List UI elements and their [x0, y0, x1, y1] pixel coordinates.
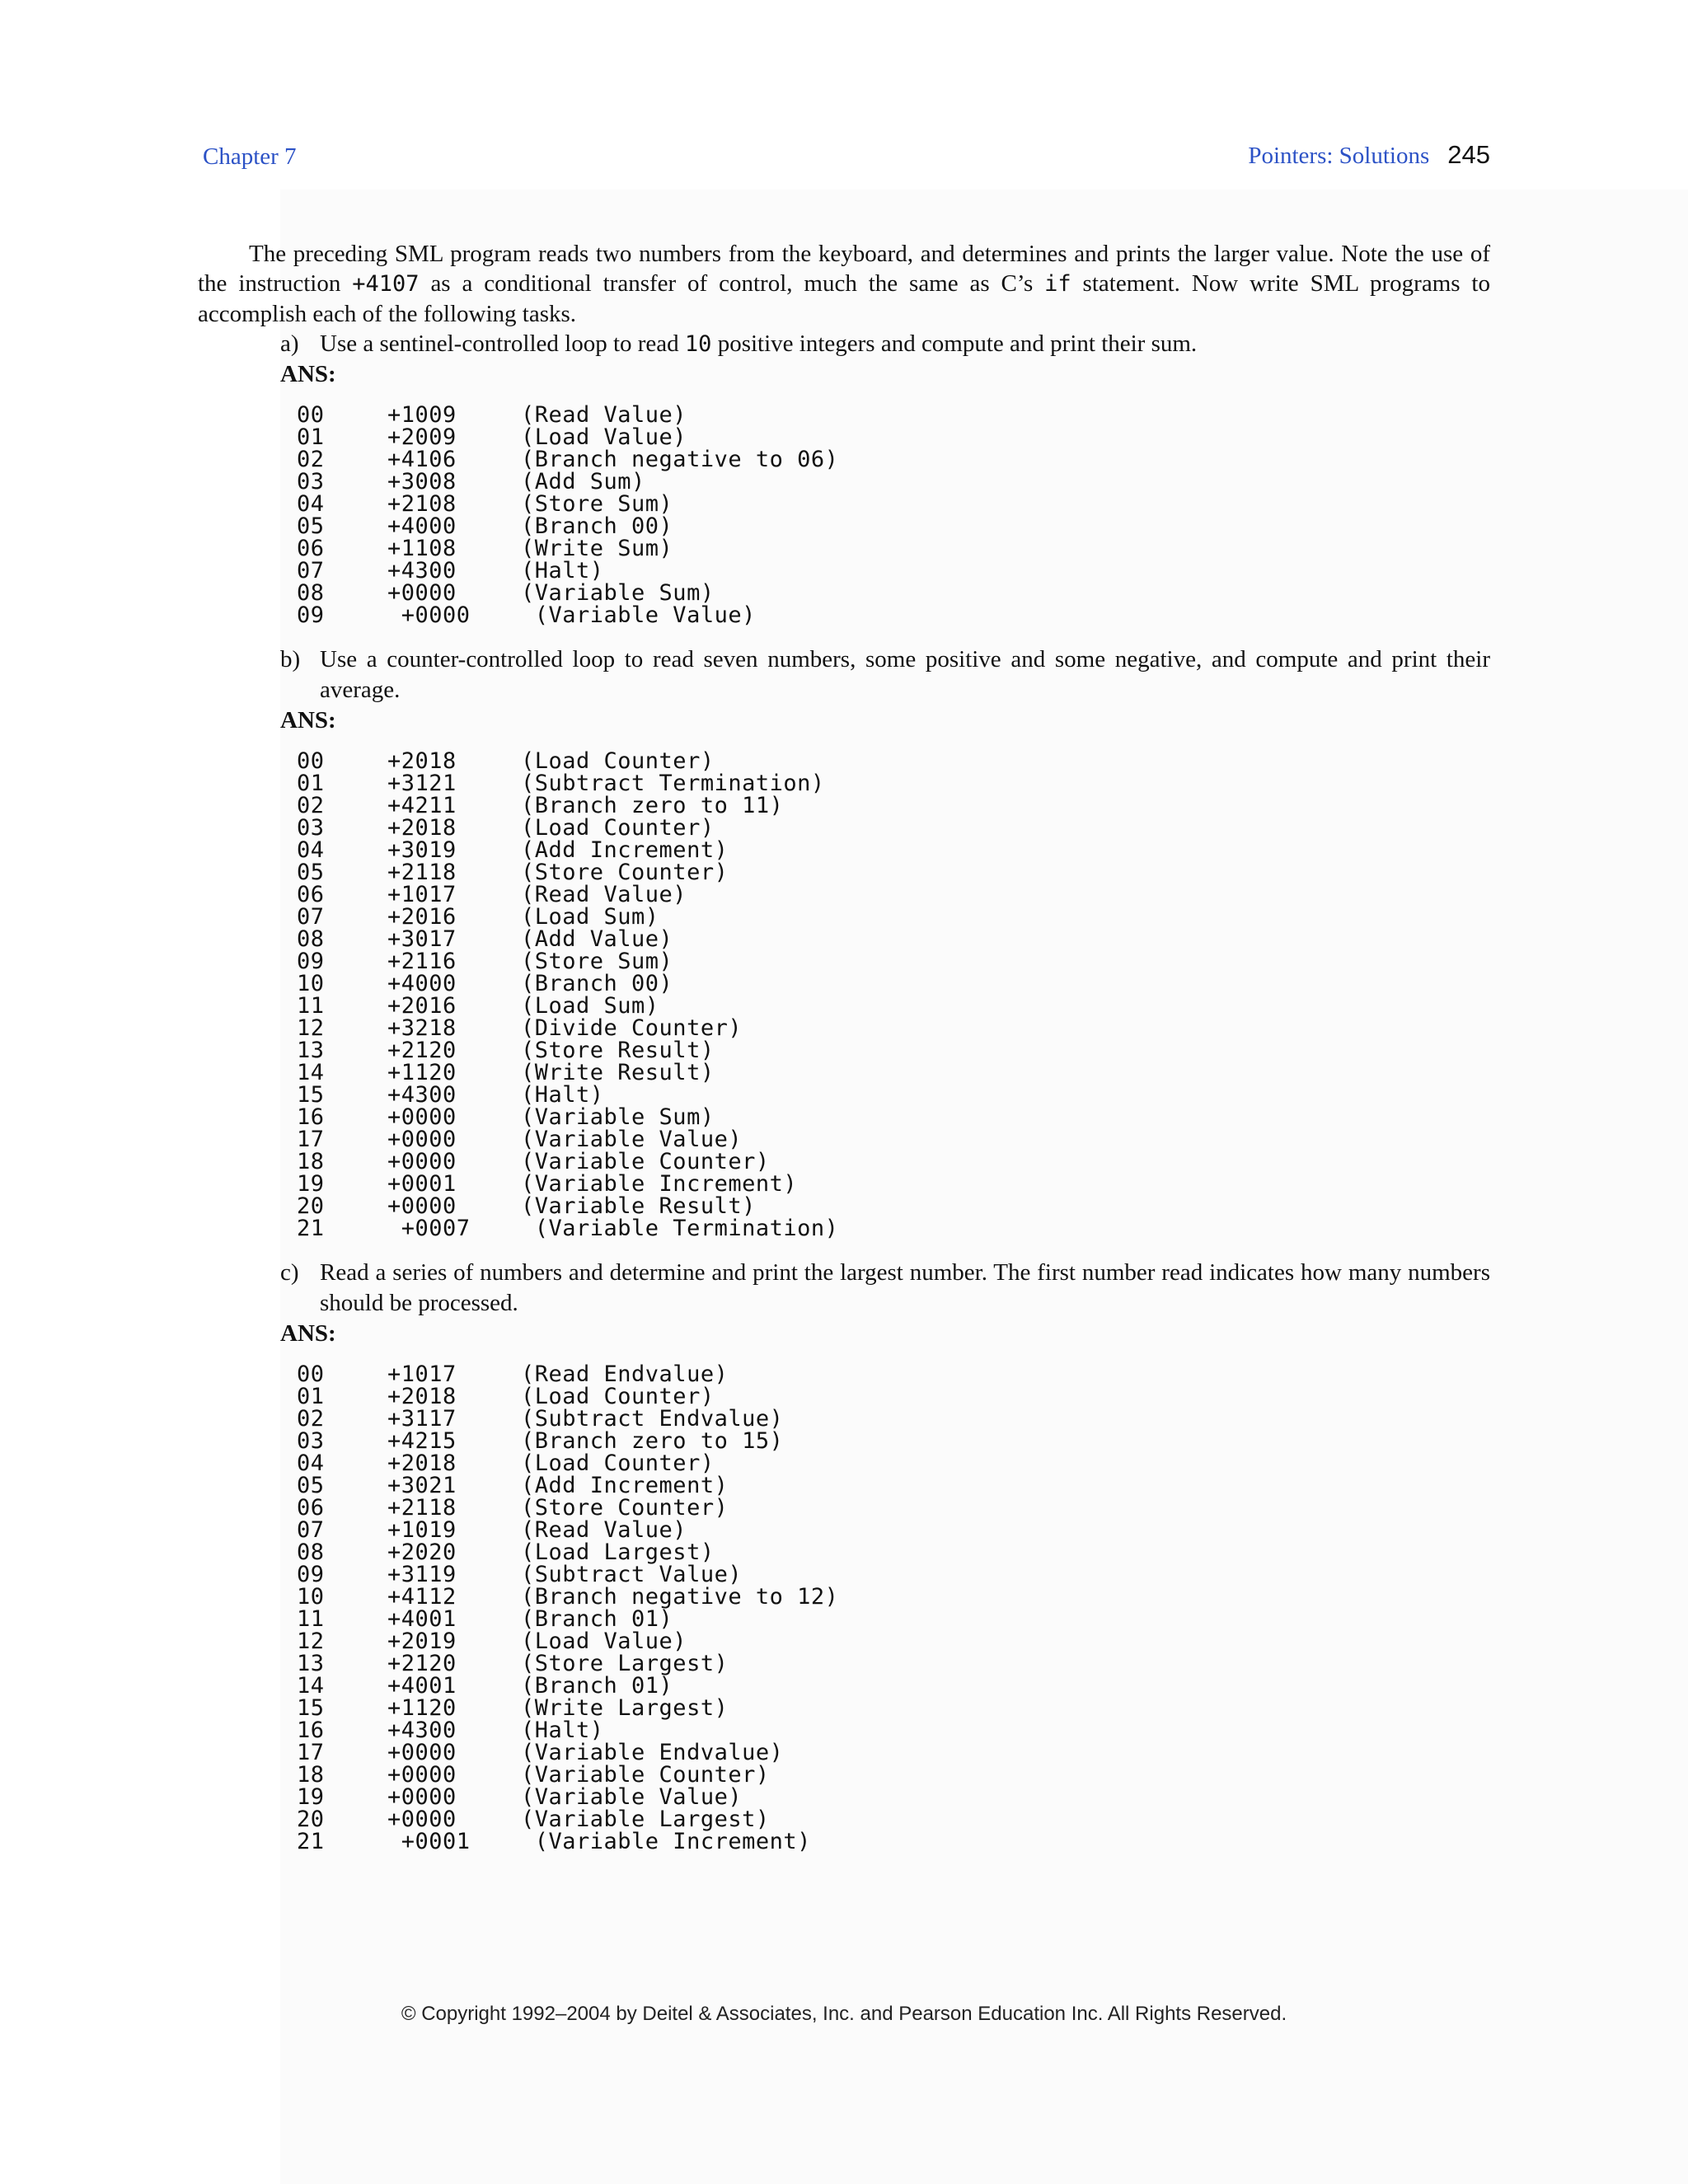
memory-address: 07 — [297, 904, 325, 930]
instruction-comment: (Load Counter) — [521, 1384, 715, 1409]
memory-address: 09 — [297, 602, 325, 628]
sml-instruction: +2116 — [387, 949, 457, 974]
code-line — [297, 1608, 1490, 1630]
instruction-comment: (Branch 00) — [521, 513, 673, 539]
memory-address: 04 — [297, 1451, 325, 1476]
instruction-comment: (Branch negative to 12) — [521, 1584, 839, 1610]
memory-address: 19 — [297, 1171, 325, 1197]
memory-address: 10 — [297, 971, 325, 996]
instruction-comment: (Read Value) — [521, 882, 687, 907]
sml-instruction: +4000 — [387, 971, 457, 996]
running-header — [203, 140, 1490, 181]
code-line — [297, 950, 1490, 972]
instruction-comment: (Add Value) — [521, 926, 673, 952]
code-line — [297, 1039, 1490, 1062]
instruction-comment: (Variable Sum) — [521, 1104, 715, 1130]
sml-instruction: +4211 — [387, 793, 457, 818]
memory-address: 17 — [297, 1740, 325, 1765]
code-line — [297, 1719, 1490, 1741]
instruction-comment: (Load Counter) — [521, 1451, 715, 1476]
memory-address: 10 — [297, 1584, 325, 1610]
code-line — [297, 426, 1490, 448]
code-line — [297, 1497, 1490, 1519]
sml-instruction: +4112 — [387, 1584, 457, 1610]
instruction-comment: (Load Counter) — [521, 748, 715, 774]
memory-address: 03 — [297, 815, 325, 841]
task-label: b) — [280, 646, 301, 673]
instruction-comment: (Read Endvalue) — [521, 1361, 729, 1387]
instruction-comment: (Variable Increment) — [521, 1829, 811, 1854]
sml-instruction: +0000 — [387, 580, 457, 606]
code-line — [297, 1474, 1490, 1497]
chapter-label: Chapter 7 — [203, 143, 297, 170]
instruction-comment: (Branch negative to 06) — [521, 447, 839, 472]
sml-instruction: +4300 — [387, 558, 457, 583]
sml-instruction: +0000 — [387, 1807, 457, 1832]
sml-instruction: +3017 — [387, 926, 457, 952]
sml-instruction: +0000 — [387, 602, 471, 628]
instruction-comment: (Write Sum) — [521, 536, 673, 561]
task-text-end: positive integers and compute and print their sum. — [711, 330, 1198, 357]
instruction-comment: (Branch 01) — [521, 1606, 673, 1632]
code-line — [297, 772, 1490, 794]
memory-address: 01 — [297, 1384, 325, 1409]
code-line — [297, 1452, 1490, 1474]
sml-program-listing — [297, 750, 1490, 1240]
sml-instruction: +2118 — [387, 860, 457, 885]
code-line — [297, 1195, 1490, 1217]
intro-text-3: statement. Now write SML programs to accomplish each of the following tasks. — [198, 270, 1490, 327]
instruction-comment: (Halt) — [521, 1718, 604, 1743]
code-line — [297, 1173, 1490, 1195]
memory-address: 21 — [297, 1216, 325, 1241]
sml-instruction: +2019 — [387, 1629, 457, 1654]
sml-instruction: +2018 — [387, 1384, 457, 1409]
memory-address: 04 — [297, 837, 325, 863]
code-line — [297, 839, 1490, 861]
sml-instruction: +3117 — [387, 1406, 457, 1432]
sml-instruction: +2018 — [387, 1451, 457, 1476]
task-item — [280, 329, 1490, 626]
instruction-comment: (Add Increment) — [521, 837, 729, 863]
sml-instruction: +1017 — [387, 1361, 457, 1387]
instruction-comment: (Variable Counter) — [521, 1149, 770, 1174]
memory-address: 08 — [297, 580, 325, 606]
sml-instruction: +0007 — [387, 1216, 471, 1241]
sml-instruction: +2016 — [387, 993, 457, 1019]
memory-address: 16 — [297, 1718, 325, 1743]
intro-text-1: The preceding SML program reads two numbers from the keyboard, and determines and prints the larger value. Note the use of the instruction — [198, 241, 1490, 297]
instruction-comment: (Load Largest) — [521, 1540, 715, 1565]
task-item — [280, 644, 1490, 1240]
running-title — [1248, 140, 1490, 170]
sml-instruction: +0000 — [387, 1740, 457, 1765]
task-description — [280, 329, 1490, 359]
code-line — [297, 972, 1490, 995]
instruction-comment: (Read Value) — [521, 402, 687, 428]
memory-address: 15 — [297, 1695, 325, 1721]
page-number: 245 — [1447, 140, 1490, 169]
sml-instruction: +3019 — [387, 837, 457, 863]
instruction-comment: (Variable Termination) — [521, 1216, 839, 1241]
code-line — [297, 1363, 1490, 1385]
sml-instruction: +2009 — [387, 424, 457, 450]
instruction-comment: (Store Result) — [521, 1038, 715, 1063]
task-label: a) — [280, 330, 299, 357]
code-line — [297, 1764, 1490, 1786]
section-title: Pointers: Solutions — [1248, 143, 1430, 169]
code-line — [297, 1808, 1490, 1830]
sml-instruction: +2018 — [387, 748, 457, 774]
instruction-comment: (Store Sum) — [521, 491, 673, 517]
intro-code-if: if — [1044, 271, 1071, 297]
memory-address: 18 — [297, 1762, 325, 1788]
instruction-comment: (Variable Result) — [521, 1193, 756, 1219]
task-list — [198, 329, 1490, 1853]
memory-address: 03 — [297, 469, 325, 494]
memory-address: 01 — [297, 771, 325, 796]
sml-instruction: +0001 — [387, 1829, 471, 1854]
code-line — [297, 1106, 1490, 1128]
memory-address: 09 — [297, 1562, 325, 1587]
code-line — [297, 471, 1490, 493]
memory-address: 17 — [297, 1127, 325, 1152]
code-line — [297, 1786, 1490, 1808]
memory-address: 07 — [297, 1517, 325, 1543]
memory-address: 00 — [297, 1361, 325, 1387]
instruction-comment: (Write Result) — [521, 1060, 715, 1085]
instruction-comment: (Add Sum) — [521, 469, 645, 494]
instruction-comment: (Divide Counter) — [521, 1015, 743, 1041]
memory-address: 06 — [297, 882, 325, 907]
code-line — [297, 404, 1490, 426]
memory-address: 12 — [297, 1015, 325, 1041]
code-line — [297, 928, 1490, 950]
sml-instruction: +4001 — [387, 1606, 457, 1632]
memory-address: 08 — [297, 1540, 325, 1565]
instruction-comment: (Add Increment) — [521, 1473, 729, 1498]
sml-instruction: +0000 — [387, 1127, 457, 1152]
sml-instruction: +2120 — [387, 1038, 457, 1063]
instruction-comment: (Branch 00) — [521, 971, 673, 996]
code-line — [297, 1084, 1490, 1106]
memory-address: 07 — [297, 558, 325, 583]
code-line — [297, 448, 1490, 471]
sml-instruction: +1009 — [387, 402, 457, 428]
sml-instruction: +3119 — [387, 1562, 457, 1587]
sml-instruction: +2016 — [387, 904, 457, 930]
sml-instruction: +1108 — [387, 536, 457, 561]
instruction-comment: (Store Largest) — [521, 1651, 729, 1676]
code-line — [297, 1541, 1490, 1563]
memory-address: 05 — [297, 513, 325, 539]
instruction-comment: (Variable Value) — [521, 1127, 743, 1152]
answer-label: ANS: — [280, 1320, 336, 1347]
code-line — [297, 1519, 1490, 1541]
code-line — [297, 537, 1490, 560]
memory-address: 11 — [297, 1606, 325, 1632]
sml-instruction: +1019 — [387, 1517, 457, 1543]
page-content — [198, 239, 1490, 1871]
code-line — [297, 883, 1490, 906]
task-text: Use a sentinel-controlled loop to read — [320, 330, 685, 357]
code-line — [297, 906, 1490, 928]
code-line — [297, 493, 1490, 515]
code-line — [297, 582, 1490, 604]
memory-address: 02 — [297, 793, 325, 818]
instruction-comment: (Branch zero to 11) — [521, 793, 784, 818]
instruction-comment: (Store Counter) — [521, 1495, 729, 1521]
memory-address: 18 — [297, 1149, 325, 1174]
sml-instruction: +0000 — [387, 1149, 457, 1174]
instruction-comment: (Load Value) — [521, 1629, 687, 1654]
memory-address: 00 — [297, 748, 325, 774]
memory-address: 16 — [297, 1104, 325, 1130]
intro-paragraph — [198, 239, 1490, 329]
sml-instruction: +3008 — [387, 469, 457, 494]
instruction-comment: (Branch 01) — [521, 1673, 673, 1699]
instruction-comment: (Halt) — [521, 1082, 604, 1108]
sml-instruction: +1120 — [387, 1060, 457, 1085]
task-code: 10 — [684, 331, 712, 357]
instruction-comment: (Variable Largest) — [521, 1807, 770, 1832]
code-line — [297, 1217, 1490, 1240]
instruction-comment: (Variable Endvalue) — [521, 1740, 784, 1765]
instruction-comment: (Store Counter) — [521, 860, 729, 885]
task-text: Read a series of numbers and determine and print the largest number. The first number read indicates how many numbers should be processed. — [320, 1259, 1490, 1316]
instruction-comment: (Load Sum) — [521, 993, 659, 1019]
memory-address: 20 — [297, 1807, 325, 1832]
code-line — [297, 1128, 1490, 1151]
instruction-comment: (Write Largest) — [521, 1695, 729, 1721]
instruction-comment: (Subtract Termination) — [521, 771, 825, 796]
code-line — [297, 515, 1490, 537]
sml-instruction: +3218 — [387, 1015, 457, 1041]
instruction-comment: (Store Sum) — [521, 949, 673, 974]
memory-address: 11 — [297, 993, 325, 1019]
instruction-comment: (Read Value) — [521, 1517, 687, 1543]
instruction-comment: (Variable Increment) — [521, 1171, 798, 1197]
memory-address: 06 — [297, 1495, 325, 1521]
code-line — [297, 1062, 1490, 1084]
memory-address: 02 — [297, 447, 325, 472]
sml-instruction: +4215 — [387, 1428, 457, 1454]
sml-instruction: +1120 — [387, 1695, 457, 1721]
instruction-comment: (Variable Value) — [521, 602, 756, 628]
code-line — [297, 861, 1490, 883]
code-line — [297, 1830, 1490, 1853]
memory-address: 05 — [297, 1473, 325, 1498]
code-line — [297, 1430, 1490, 1452]
instruction-comment: (Subtract Endvalue) — [521, 1406, 784, 1432]
sml-instruction: +3121 — [387, 771, 457, 796]
memory-address: 14 — [297, 1060, 325, 1085]
memory-address: 13 — [297, 1038, 325, 1063]
memory-address: 14 — [297, 1673, 325, 1699]
memory-address: 05 — [297, 860, 325, 885]
sml-instruction: +0000 — [387, 1784, 457, 1810]
code-line — [297, 1675, 1490, 1697]
sml-instruction: +4300 — [387, 1718, 457, 1743]
sml-instruction: +2118 — [387, 1495, 457, 1521]
code-line — [297, 1652, 1490, 1675]
intro-text-2: as a conditional transfer of control, much the same as C’s — [419, 270, 1045, 297]
sml-instruction: +4106 — [387, 447, 457, 472]
sml-program-listing — [297, 1363, 1490, 1853]
sml-instruction: +4001 — [387, 1673, 457, 1699]
code-line — [297, 1017, 1490, 1039]
task-text: Use a counter-controlled loop to read seven numbers, some positive and some negative, and compute and print their average. — [320, 646, 1490, 703]
sml-instruction: +0000 — [387, 1193, 457, 1219]
task-item — [280, 1258, 1490, 1853]
task-label: c) — [280, 1259, 299, 1286]
code-line — [297, 1151, 1490, 1173]
memory-address: 19 — [297, 1784, 325, 1810]
code-line — [297, 1408, 1490, 1430]
sml-instruction: +0000 — [387, 1104, 457, 1130]
code-line — [297, 1741, 1490, 1764]
memory-address: 09 — [297, 949, 325, 974]
answer-label: ANS: — [280, 707, 336, 733]
code-line — [297, 1563, 1490, 1586]
code-line — [297, 817, 1490, 839]
instruction-comment: (Branch zero to 15) — [521, 1428, 784, 1454]
sml-instruction: +0000 — [387, 1762, 457, 1788]
instruction-comment: (Variable Counter) — [521, 1762, 770, 1788]
sml-instruction: +3021 — [387, 1473, 457, 1498]
memory-address: 03 — [297, 1428, 325, 1454]
instruction-comment: (Variable Value) — [521, 1784, 743, 1810]
memory-address: 04 — [297, 491, 325, 517]
sml-program-listing — [297, 404, 1490, 626]
task-description — [280, 644, 1490, 705]
memory-address: 21 — [297, 1829, 325, 1854]
sml-instruction: +1017 — [387, 882, 457, 907]
instruction-comment: (Halt) — [521, 558, 604, 583]
sml-instruction: +2108 — [387, 491, 457, 517]
instruction-comment: (Variable Sum) — [521, 580, 715, 606]
code-line — [297, 1586, 1490, 1608]
memory-address: 00 — [297, 402, 325, 428]
memory-address: 15 — [297, 1082, 325, 1108]
answer-label: ANS: — [280, 361, 336, 387]
code-line — [297, 794, 1490, 817]
code-line — [297, 1385, 1490, 1408]
code-line — [297, 604, 1490, 626]
sml-instruction: +0001 — [387, 1171, 457, 1197]
memory-address: 13 — [297, 1651, 325, 1676]
code-line — [297, 1697, 1490, 1719]
code-line — [297, 750, 1490, 772]
code-line — [297, 1630, 1490, 1652]
sml-instruction: +2120 — [387, 1651, 457, 1676]
memory-address: 12 — [297, 1629, 325, 1654]
intro-code-instruction: +4107 — [352, 271, 420, 297]
copyright-footer: © Copyright 1992–2004 by Deitel & Associates, Inc. and Pearson Education Inc. All Rights Reserved. — [401, 2003, 1287, 2025]
instruction-comment: (Load Value) — [521, 424, 687, 450]
instruction-comment: (Subtract Value) — [521, 1562, 743, 1587]
sml-instruction: +2018 — [387, 815, 457, 841]
memory-address: 20 — [297, 1193, 325, 1219]
memory-address: 01 — [297, 424, 325, 450]
sml-instruction: +4300 — [387, 1082, 457, 1108]
code-line — [297, 995, 1490, 1017]
memory-address: 06 — [297, 536, 325, 561]
memory-address: 02 — [297, 1406, 325, 1432]
instruction-comment: (Load Counter) — [521, 815, 715, 841]
instruction-comment: (Load Sum) — [521, 904, 659, 930]
task-description — [280, 1258, 1490, 1319]
memory-address: 08 — [297, 926, 325, 952]
sml-instruction: +2020 — [387, 1540, 457, 1565]
code-line — [297, 560, 1490, 582]
sml-instruction: +4000 — [387, 513, 457, 539]
